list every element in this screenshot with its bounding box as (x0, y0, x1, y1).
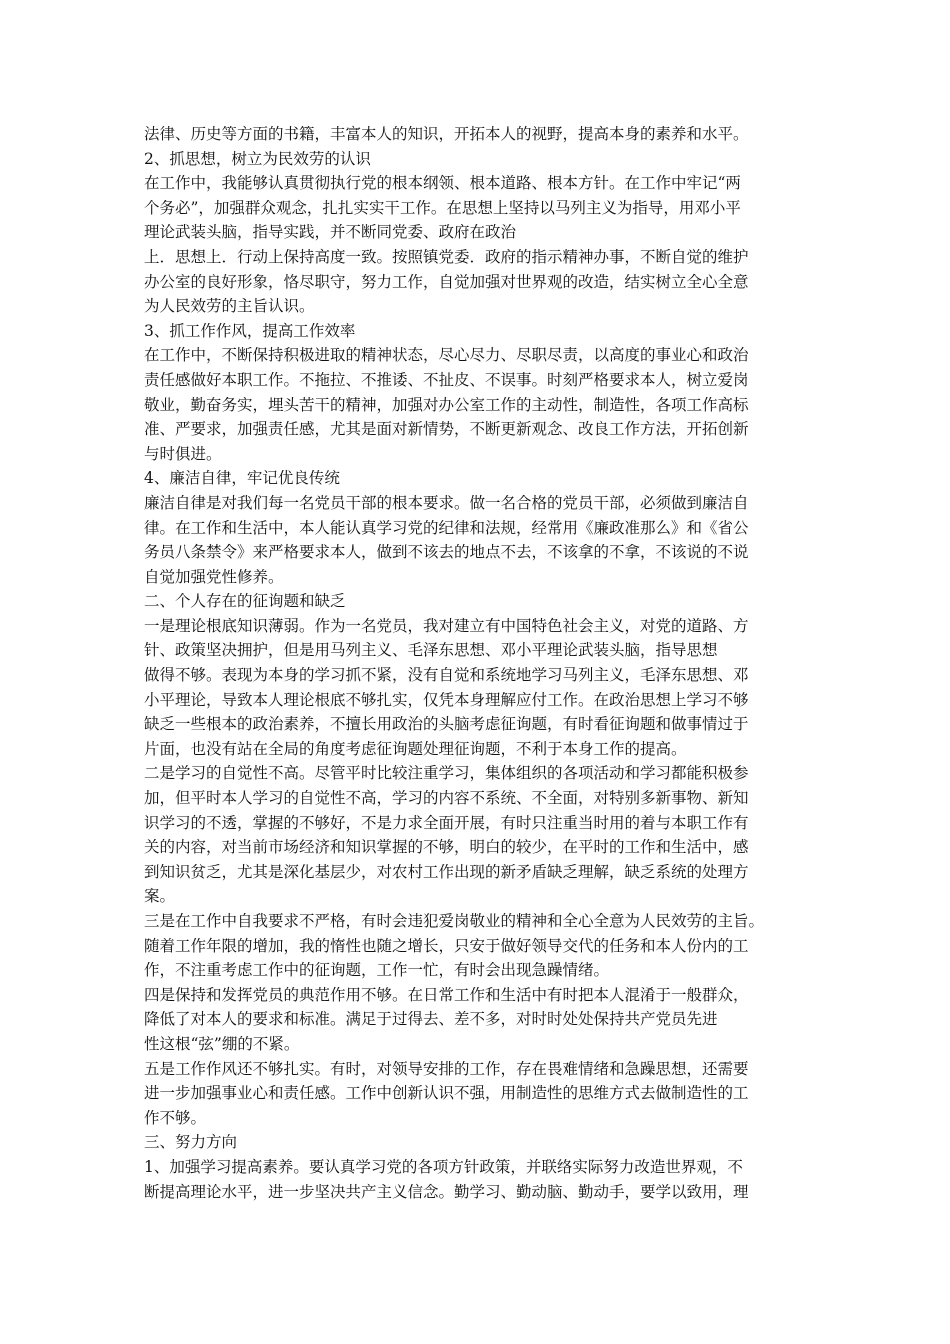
text-line: 识学习的不透，掌握的不够好，不是力求全面开展，有时只注重当时用的着与本职工作有 (144, 813, 749, 832)
text-line: 小平理论，导致本人理论根底不够扎实，仅凭本身理解应付工作。在政治思想上学习不够 (144, 690, 749, 709)
text-line: 进一步加强事业心和责任感。工作中创新认识不强，用制造性的思维方式去做制造性的工 (144, 1084, 749, 1103)
text-line: 五是工作作风还不够扎实。有时，对领导安排的工作，存在畏难情绪和急躁思想，还需要 (144, 1059, 749, 1078)
text-line: 性这根“弦”绷的不紧。 (144, 1034, 300, 1053)
text-line: 关的内容，对当前市场经济和知识掌握的不够，明白的较少，在平时的工作和生活中，感 (144, 838, 749, 857)
text-line: 廉洁自律是对我们每一名党员干部的根本要求。做一名合格的党员干部，必须做到廉洁自 (144, 493, 749, 512)
text-line: 责任感做好本职工作。不拖拉、不推诿、不扯皮、不误事。时刻严格要求本人，树立爱岗 (144, 370, 749, 389)
text-line: 在工作中，我能够认真贯彻执行党的根本纲领、根本道路、根本方针。在工作中牢记“两 (144, 174, 741, 193)
text-line: 办公室的良好形象，恪尽职守，努力工作，自觉加强对世界观的改造，结实树立全心全意 (144, 272, 749, 291)
text-line: 案。 (144, 887, 176, 906)
text-line: 与时俱进。 (144, 444, 222, 463)
text-line: 律。在工作和生活中，本人能认真学习党的纪律和法规，经常用《廉政准那么》和《省公 (144, 518, 749, 537)
text-line: 理论武装头脑，指导实践，并不断同党委、政府在政治 (144, 223, 517, 242)
text-line: 做得不够。表现为本身的学习抓不紧，没有自觉和系统地学习马列主义，毛泽东思想、邓 (144, 666, 749, 685)
text-line: 为人民效劳的主旨认识。 (144, 297, 315, 316)
text-line: 作，不注重考虑工作中的征询题，工作一忙，有时会出现急躁情绪。 (144, 961, 610, 980)
text-line: 敬业，勤奋务实，埋头苦干的精神，加强对办公室工作的主动性，制造性，各项工作高标 (144, 395, 749, 414)
text-line: 降低了对本人的要求和标准。满足于过得去、差不多，对时时处处保持共产党员先进 (144, 1010, 718, 1029)
section-heading: 3、抓工作作风，提高工作效率 (144, 321, 356, 340)
text-line: 四是保持和发挥党员的典范作用不够。在日常工作和生活中有时把本人混淆于一般群众， (144, 985, 749, 1004)
section-heading: 4、廉洁自律，牢记优良传统 (144, 469, 340, 488)
text-line: 自觉加强党性修养。 (144, 567, 284, 586)
text-line: 在工作中，不断保持积极进取的精神状态，尽心尽力、尽职尽责，以高度的事业心和政治 (144, 346, 749, 365)
section-heading: 2、抓思想，树立为民效劳的认识 (144, 149, 371, 168)
text-line: 上．思想上．行动上保持高度一致。按照镇党委．政府的指示精神办事，不断自觉的维护 (144, 247, 749, 266)
text-line: 加，但平时本人学习的自觉性不高，学习的内容不系统、不全面，对特别多新事物、新知 (144, 789, 749, 808)
text-line: 片面，也没有站在全局的角度考虑征询题处理征询题，不利于本身工作的提高。 (144, 739, 687, 758)
text-line: 1、加强学习提高素养。要认真学习党的各项方针政策，并联络实际努力改造世界观，不 (144, 1157, 743, 1176)
text-line: 到知识贫乏，尤其是深化基层少，对农村工作出现的新矛盾缺乏理解，缺乏系统的处理方 (144, 862, 749, 881)
text-line: 个务必”，加强群众观念，扎扎实实干工作。在思想上坚持以马列主义为指导，用邓小平 (144, 198, 741, 217)
text-line: 断提高理论水平，进一步坚决共产主义信念。勤学习、勤动脑、勤动手，要学以致用，理 (144, 1182, 749, 1201)
text-line: 随着工作年限的增加，我的惰性也随之增长，只安于做好领导交代的任务和本人份内的工 (144, 936, 749, 955)
text-line: 务员八条禁令》来严格要求本人，做到不该去的地点不去，不该拿的不拿，不该说的不说 (144, 543, 749, 562)
text-line: 二是学习的自觉性不高。尽管平时比较注重学习，集体组织的各项活动和学习都能积极参 (144, 764, 749, 783)
text-line: 针、政策坚决拥护，但是用马列主义、毛泽东思想、邓小平理论武装头脑，指导思想 (144, 641, 718, 660)
text-line: 准、严要求，加强责任感，尤其是面对新情势，不断更新观念、改良工作方法，开拓创新 (144, 420, 749, 439)
text-line: 一是理论根底知识薄弱。作为一名党员，我对建立有中国特色社会主义，对党的道路、方 (144, 616, 749, 635)
text-line: 法律、历史等方面的书籍，丰富本人的知识，开拓本人的视野，提高本身的素养和水平。 (144, 125, 749, 143)
text-line: 缺乏一些根本的政治素养，不擅长用政治的头脑考虑征询题，有时看征询题和做事情过于 (144, 715, 749, 734)
section-heading: 二、个人存在的征询题和缺乏 (144, 592, 346, 611)
text-line: 三是在工作中自我要求不严格，有时会违犯爱岗敬业的精神和全心全意为人民效劳的主旨。 (144, 912, 765, 930)
text-line: 作不够。 (144, 1108, 207, 1127)
document-body (144, 122, 824, 1204)
section-heading: 三、努力方向 (144, 1133, 238, 1152)
